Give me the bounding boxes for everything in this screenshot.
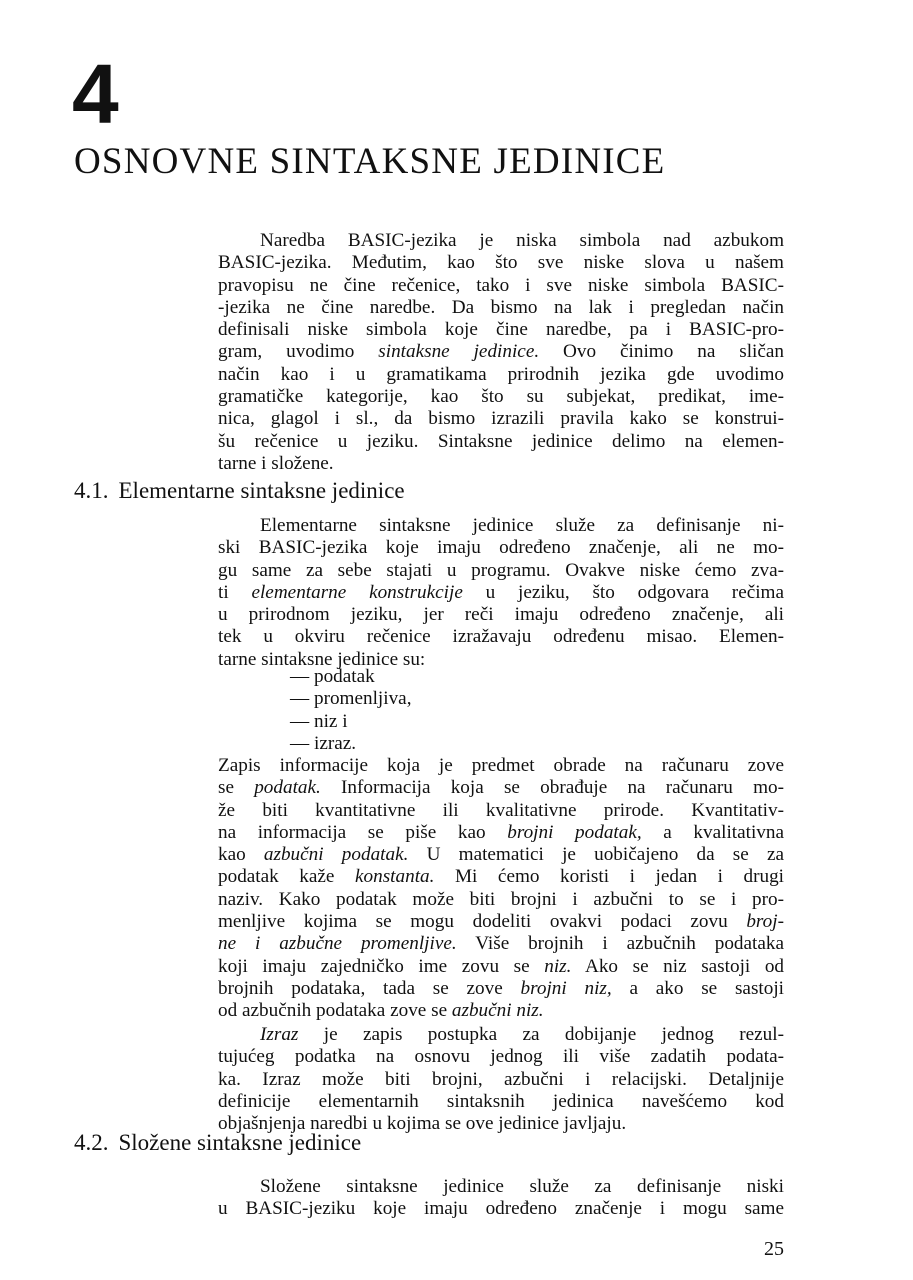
- text-fragment: Više brojnih i azbučnih podataka: [456, 933, 784, 955]
- list-item: — izraz.: [290, 733, 412, 755]
- element-list: [290, 666, 412, 755]
- text-line: gu same za sebe stajati u programu. Ovakve niske ćemo zva-: [218, 559, 784, 581]
- text-line: definicije elementarnih sintaksnih jedinica navešćemo kod: [218, 1090, 784, 1112]
- text-line: [218, 866, 784, 888]
- section-title: Složene sintaksne jedinice: [118, 1130, 362, 1155]
- term: brojni podatak,: [507, 821, 642, 843]
- text-line: ski BASIC-jezika koje imaju određeno značenje, ali ne mo-: [218, 537, 784, 559]
- list-item: — promenljiva,: [290, 688, 412, 710]
- text-fragment: gram, uvodimo: [218, 341, 379, 363]
- text-line: način kao i u gramatikama prirodnih jezika gde uvodimo: [218, 363, 784, 385]
- text-line: tek u okviru rečenice izražavaju određenu misao. Elemen-: [218, 626, 784, 648]
- text-line: -jezika ne čine naredbe. Da bismo na lak i pregledan način: [218, 296, 784, 318]
- text-line: ka. Izraz može biti brojni, azbučni i relacijski. Detaljnije: [218, 1068, 784, 1090]
- chapter-title: OSNOVNE SINTAKSNE JEDINICE: [74, 141, 666, 182]
- text-line: Zapis informacije koja je predmet obrade na računaru zove: [218, 755, 784, 776]
- paragraph: [218, 1024, 784, 1135]
- text-fragment: menljive kojima se mogu dodeliti ovakvi podaci zovu: [218, 911, 747, 933]
- text-fragment: Ako se niz sastoji od: [571, 955, 785, 977]
- chapter-number: 4: [72, 47, 119, 141]
- text-line: Naredba BASIC-jezika je niska simbola nad azbukom: [260, 230, 784, 251]
- text-line: [218, 978, 784, 1000]
- text-line: [218, 1000, 784, 1022]
- term: niz.: [544, 955, 572, 977]
- text-line: nica, glagol i sl., da bismo izrazili pravila kako se konstrui-: [218, 408, 784, 430]
- text-fragment: Informacija koja se obrađuje na računaru mo-: [320, 777, 784, 799]
- text-line: objašnjenja naredbi u kojima se ove jedinice javljaju.: [218, 1113, 627, 1135]
- text-fragment: od azbučnih podataka zove se: [218, 1000, 452, 1022]
- text-fragment: Mi ćemo koristi i jedan i drugi: [434, 866, 784, 888]
- text-line: definisali niske simbola koje čine naredbe, pa i BASIC-pro-: [218, 319, 784, 341]
- text-line: Složene sintaksne jedinice služe za definisanje niski: [260, 1176, 784, 1197]
- term: broj-: [746, 911, 784, 933]
- term: ne i azbučne promenljive.: [218, 933, 457, 955]
- text-line: pravopisu ne čine rečenice, tako i sve niske simbola BASIC-: [218, 274, 784, 296]
- text-line: BASIC-jezika. Međutim, kao što sve niske slova u našem: [218, 252, 784, 274]
- paragraph: [218, 755, 784, 1023]
- text-fragment: ti: [218, 581, 252, 603]
- section-heading: [74, 1130, 361, 1155]
- text-line: [218, 933, 784, 955]
- term: elementarne konstrukcije: [251, 581, 463, 603]
- text-fragment: a kvalitativna: [641, 821, 785, 843]
- text-line: tarne sintaksne jedinice su:: [218, 648, 426, 670]
- text-line: [218, 341, 784, 363]
- term: azbučni niz.: [451, 1000, 544, 1022]
- list-item: — niz i: [290, 711, 412, 733]
- text-line: u BASIC-jeziku koje imaju određeno značenje i mogu same: [218, 1198, 784, 1220]
- text-fragment: se: [218, 777, 255, 799]
- text-fragment: U matematici je uobičajeno da se za: [408, 844, 784, 866]
- term: konstanta.: [355, 866, 435, 888]
- text-line: [218, 777, 784, 799]
- text-line: tarne i složene.: [218, 452, 334, 474]
- text-fragment: podatak kaže: [218, 866, 355, 888]
- text-line: u prirodnom jeziku, jer reči imaju određeno značenje, ali: [218, 604, 784, 626]
- paragraph: [218, 515, 784, 671]
- text-fragment: brojnih podataka, tada se zove: [218, 977, 521, 999]
- text-line: tujućeg podatka na osnovu jednog ili više zadatih podata-: [218, 1046, 784, 1068]
- text-fragment: na informacija se piše kao: [218, 821, 508, 843]
- text-line: [218, 956, 784, 978]
- text-line: šu rečenice u jeziku. Sintaksne jedinice delimo na elemen-: [218, 430, 784, 452]
- section-number: 4.1.: [74, 478, 109, 503]
- section-number: 4.2.: [74, 1130, 109, 1155]
- text-fragment: kao: [218, 844, 264, 866]
- term: podatak.: [254, 777, 321, 799]
- text-line: [218, 1024, 784, 1046]
- text-fragment: a ako se sastoji: [611, 977, 784, 999]
- text-line: [218, 911, 784, 933]
- intro-paragraph: [218, 230, 784, 475]
- text-line: gramatičke kategorije, kao što su subjekat, predikat, ime-: [218, 386, 784, 408]
- text-fragment: u jeziku, što odgovara rečima: [485, 581, 784, 603]
- list-item: — podatak: [290, 666, 412, 688]
- term: brojni niz,: [520, 977, 612, 999]
- text-line: [218, 582, 784, 604]
- text-line: [218, 822, 784, 844]
- section-title: Elementarne sintaksne jedinice: [118, 478, 405, 503]
- text-fragment: koji imaju zajedničko ime zovu se: [218, 955, 545, 977]
- term: sintaksne jedinice.: [378, 341, 540, 363]
- text-line: [218, 844, 784, 866]
- page-number: 25: [764, 1238, 784, 1260]
- text-line: Elementarne sintaksne jedinice služe za definisanje ni-: [260, 515, 784, 536]
- text-line: že biti kvantitativne ili kvalitativne prirode. Kvantitativ-: [218, 799, 784, 821]
- term: azbučni podatak.: [263, 844, 409, 866]
- text-line: naziv. Kako podatak može biti brojni i azbučni to se i pro-: [218, 888, 784, 910]
- text-fragment: Ovo činimo na sličan: [539, 341, 785, 363]
- term: Izraz: [260, 1024, 299, 1045]
- paragraph: [218, 1176, 784, 1221]
- section-heading: [74, 478, 405, 503]
- text-fragment: je zapis postupka za dobijanje jednog rezul-: [298, 1024, 784, 1045]
